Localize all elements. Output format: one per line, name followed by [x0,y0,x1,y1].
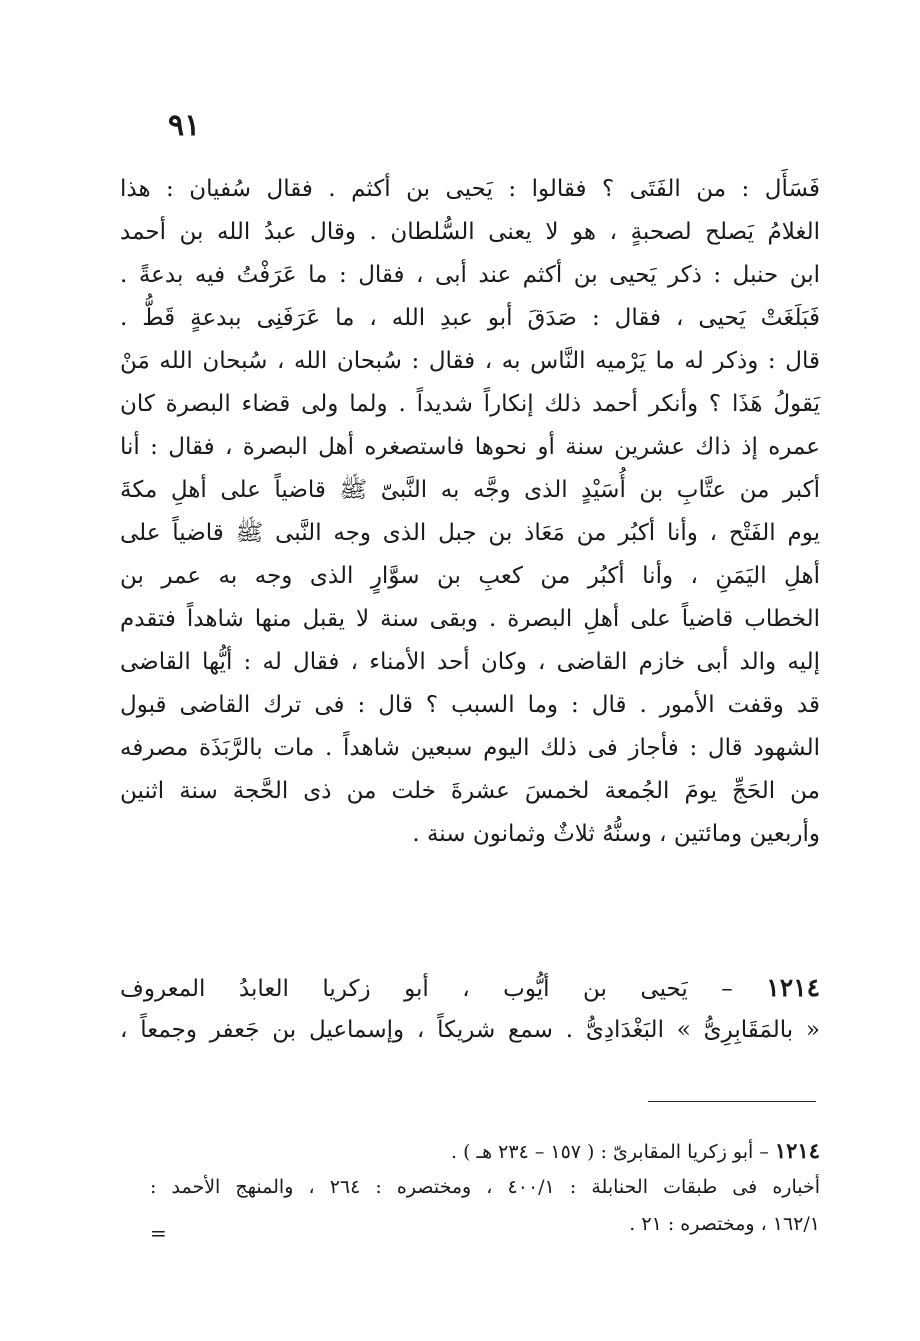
text-line: أكبر من عتَّابِ بن أُسَيْدٍ الذى وجَّه به النَّبىّ ﷺ قاضياً على أهلِ مكةَ [120,477,820,503]
entry-heading-text: – يَحيى بن أيُّوب ، أبو زكريا العابدُ المعروف [120,976,733,1002]
text-line: الشهود قال : فأجاز فى ذلك اليوم سبعين شاهداً . مات بالرَّبَذَة مصرفه [120,735,820,761]
text-line: وأربعين ومائتين ، وسنُّهُ ثلاثٌ وثمانون سنة . [412,821,820,847]
entry-heading-line [120,966,820,1009]
text-line: أهلِ اليَمَنِ ، وأنا أكبُر من كعبِ بن سوَّارٍ الذى وجه به عمر بن [120,563,820,589]
continuation-mark: = [150,1221,167,1245]
footnote-line: أخباره فى طبقات الحنابلة : ٤٠٠/١ ، ومختصره : ٢٦٤ ، والمنهج الأحمد : [150,1176,820,1198]
footnote-divider [648,1101,816,1102]
text-line: فَسَأَل : من الفَتَى ؟ فقالوا : يَحيى بن أكثم . فقال سُفيان : هذا [120,176,820,202]
text-line: قد وقفت الأمور . قال : وما السبب ؟ قال : فى ترك القاضى قبول [120,692,820,718]
footnote-line [150,1132,820,1169]
footnotes [150,1132,820,1243]
text-line: عمره إذ ذاك عشرين سنة أو نحوها فاستصغره أهل البصرة ، فقال : أنا [120,434,820,460]
footnote-text: – أبو زكريا المقابرىّ : ( ١٥٧ – ٢٣٤ هـ ) . [451,1141,769,1163]
text-line: قال : وذكر له ما يَرْميه النَّاس به ، فقال : سُبحان الله ، سُبحان الله مَنْ [120,348,820,374]
text-line: من الحَجِّ يومَ الجُمعة لخمسَ عشرةَ خلت من ذى الحَّجة سنة اثنين [120,778,820,804]
text-line: إليه والد أبى خازم القاضى ، وكان أحد الأمناء ، فقال له : أيُّها القاضى [120,649,820,675]
entry-text-line: « بالمَقَابِرِىُّ » البَغْدَادِىُّ . سمع شريكاً ، وإسماعيل بن جَعفر وجمعاً ، [120,1017,820,1043]
entry-number: ١٢١٤ [766,973,821,1002]
biography-text [120,168,820,856]
text-line: يوم الفَتْح ، وأنا أكبُر من مَعَاذ بن جبل الذى وجه النَّبى ﷺ قاضياً على [120,520,820,546]
footnote-number: ١٢١٤ [774,1138,820,1163]
entry-1214 [120,966,820,1052]
text-line: ابن حنبل : ذكر يَحيى بن أكثم عند أبى ، فقال : ما عَرَفْتُ فيه بدعةً . [120,262,820,288]
text-line: الغلامُ يَصلح لصحبةٍ ، هو لا يعنى السُّلطان . وقال عبدُ الله بن أحمد [120,219,820,245]
text-line: يَقولُ هَذَا ؟ وأنكر أحمد ذلك إنكاراً شديداً . ولما ولى قضاء البصرة كان [120,391,820,417]
footnote-line: ١٦٢/١ ، ومختصره : ٢١ . [629,1213,820,1235]
page-number: ٩١ [168,108,201,143]
text-line: فَبَلَغَتْ يَحيى ، فقال : صَدَقَ أبو عبدِ الله ، ما عَرَفَنِى ببدعةٍ قَطُّ . [120,305,820,331]
text-line: الخطاب قاضياً على أهلِ البصرة . وبقى سنة لا يقبل منها شاهداً فتقدم [120,606,820,632]
